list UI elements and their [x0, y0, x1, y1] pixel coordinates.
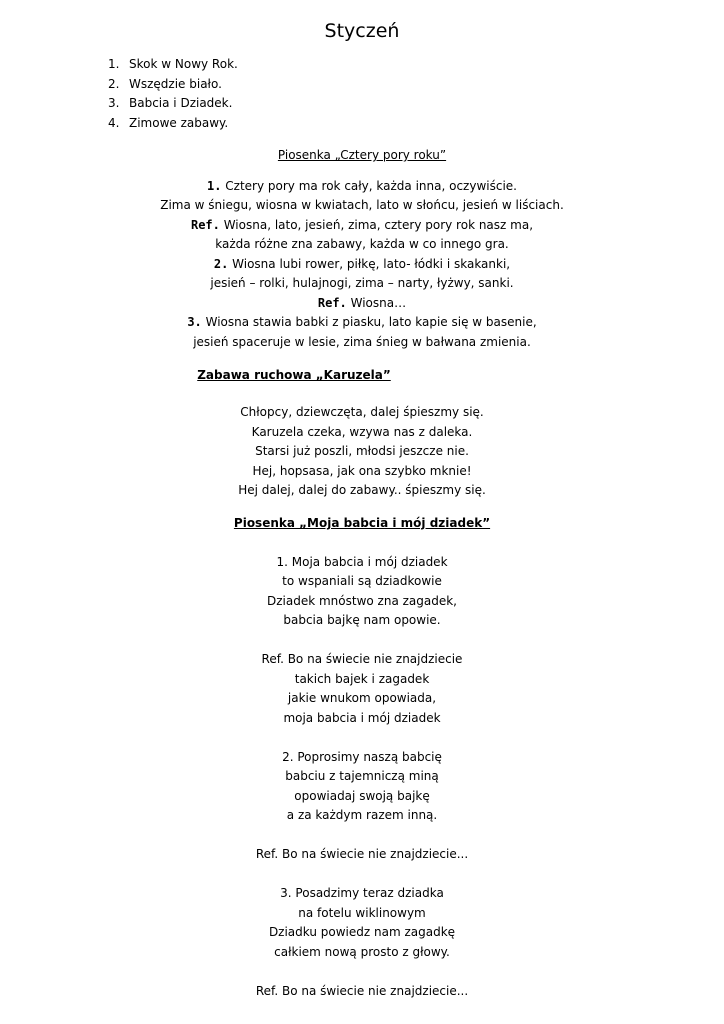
lyric-text: Cztery pory ma rok cały, każda inna, oczywiście.: [225, 178, 517, 193]
lyric-line: Ref. Bo na świecie nie znajdziecie...: [255, 983, 469, 998]
refrain-marker: Ref.: [190, 217, 220, 232]
lyric-line: Dziadek mnóstwo zna zagadek,: [266, 593, 457, 608]
lyric-line: babcia bajkę nam opowie.: [283, 613, 441, 627]
lyric-text: Wiosna stawia babki z piasku, lato kapie się w basenie,: [205, 315, 537, 329]
song-moja-babcia: [0, 514, 724, 1001]
topic-list: [108, 55, 238, 133]
lyric-text: jesień spaceruje w lesie, zima śnieg w bałwana zmienia.: [193, 334, 531, 349]
lyric-line: całkiem nową prosto z głowy.: [274, 944, 450, 959]
list-text: Babcia i Dziadek.: [129, 96, 233, 110]
list-number: 1.: [108, 57, 120, 71]
verse-number: 2.: [213, 256, 229, 271]
lyric-line: [0, 196, 724, 216]
lyric-line: Hej dalej, dalej do zabawy.. śpieszmy się.: [238, 483, 486, 497]
lyric-text: Wiosna, lato, jesień, zima, cztery pory rok nasz ma,: [223, 217, 534, 232]
list-number: 3.: [108, 96, 120, 110]
lyric-line: [0, 255, 724, 275]
verse-number: 1.: [206, 178, 222, 193]
list-text: Wszędzie biało.: [129, 76, 222, 91]
lyric-line: Ref. Bo na świecie nie znajdziecie...: [255, 847, 469, 861]
lyric-line: [0, 177, 724, 197]
refrain-marker: Ref.: [317, 295, 347, 310]
lyric-line: a za każdym razem inną.: [286, 808, 438, 822]
list-item: [108, 75, 238, 95]
lyric-line: opowiadaj swoją bajkę: [294, 788, 430, 803]
lyric-text: każda różne zna zabawy, każda w co innego gra.: [215, 237, 509, 251]
lyric-line: [0, 235, 724, 255]
lyric-line: 3. Posadzimy teraz dziadka: [280, 886, 444, 900]
blank-line: [0, 865, 724, 885]
game-heading-wrap: [0, 366, 656, 386]
lyric-line: 2. Poprosimy naszą babcię: [282, 749, 442, 764]
lyric-line: to wspaniali są dziadkowie: [282, 574, 442, 588]
blank-line: [0, 728, 724, 748]
lyric-line: moja babcia i mój dziadek: [283, 710, 441, 725]
lyric-line: [0, 294, 724, 314]
list-number: 4.: [108, 115, 120, 130]
blank-line: [0, 962, 724, 982]
lyric-line: takich bajek i zagadek: [294, 671, 430, 686]
lyric-line: [0, 333, 724, 353]
list-item: [108, 114, 238, 134]
section-heading: Piosenka „Cztery pory roku”: [277, 148, 447, 162]
lyric-line: 1. Moja babcia i mój dziadek: [276, 554, 448, 569]
game-karuzela: [0, 403, 724, 501]
list-item: [108, 94, 238, 114]
lyric-line: [0, 274, 724, 294]
lyric-line: Ref. Bo na świecie nie znajdziecie: [261, 652, 463, 666]
lyric-line: Dziadku powiedz nam zagadkę: [268, 925, 456, 939]
list-text: Zimowe zabawy.: [129, 115, 229, 130]
lyric-line: Karuzela czeka, wzywa nas z daleka.: [251, 424, 473, 439]
song-cztery-pory-roku: [0, 146, 724, 352]
section-heading: Zabawa ruchowa „Karuzela”: [197, 368, 391, 382]
lyric-text: Wiosna…: [350, 295, 407, 310]
lyric-line: Chłopcy, dziewczęta, dalej śpieszmy się.: [240, 405, 484, 419]
lyric-text: Wiosna lubi rower, piłkę, lato- łódki i skakanki,: [232, 256, 511, 271]
lyric-line: [0, 216, 724, 236]
page-title: Styczeń: [324, 20, 400, 42]
verse-number: 3.: [187, 315, 202, 329]
lyric-line: babciu z tajemniczą miną: [285, 769, 439, 783]
lyric-line: [0, 313, 724, 333]
lyric-line: na fotelu wiklinowym: [298, 905, 426, 920]
lyric-line: Starsi już poszli, młodsi jeszcze nie.: [255, 444, 469, 458]
blank-line: [0, 631, 724, 651]
list-item: [108, 55, 238, 75]
section-heading: Piosenka „Moja babcia i mój dziadek”: [233, 516, 491, 530]
lyric-line: Hej, hopsasa, jak ona szybko mknie!: [252, 463, 472, 478]
blank-line: [0, 826, 724, 846]
lyric-text: jesień – rolki, hulajnogi, zima – narty, łyżwy, sanki.: [210, 276, 514, 290]
lyric-line: jakie wnukom opowiada,: [287, 691, 437, 705]
lyric-text: Zima w śniegu, wiosna w kwiatach, lato w słońcu, jesień w liściach.: [160, 198, 564, 212]
list-number: 2.: [108, 76, 120, 91]
list-text: Skok w Nowy Rok.: [129, 57, 238, 71]
